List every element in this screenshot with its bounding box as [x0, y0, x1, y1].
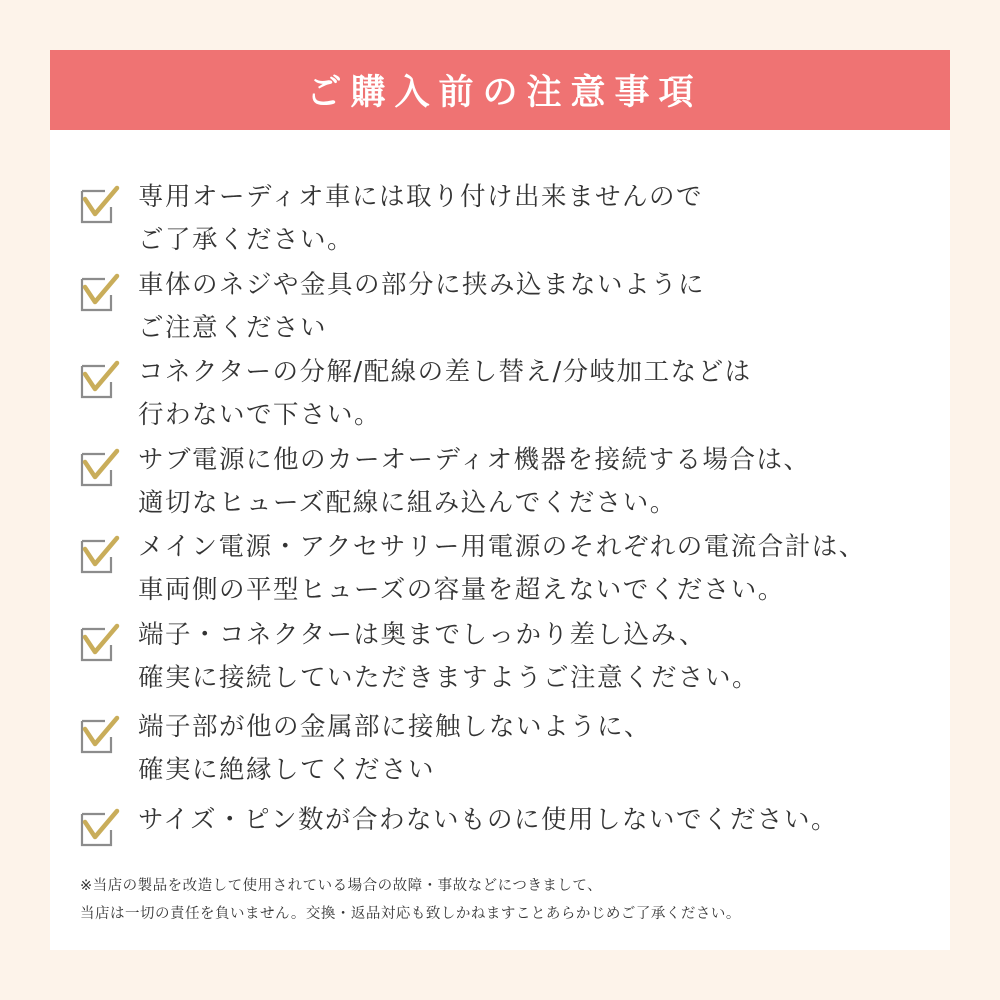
check-box-icon — [79, 273, 121, 313]
notice-text — [138, 439, 810, 525]
notice-line: 行わないで下さい。 — [138, 400, 382, 430]
page-title: ご購入前の注意事項 — [306, 73, 703, 113]
notice-line: コネクターの分解/配線の差し替え/分岐加工などは — [138, 357, 752, 387]
notice-line: 確実に絶縁してください — [138, 755, 436, 785]
notice-text — [138, 614, 759, 700]
check-box-icon — [79, 360, 121, 400]
notice-line: 専用オーディオ車には取り付け出来ませんので — [138, 182, 703, 212]
notice-card — [50, 50, 950, 950]
check-box-icon — [79, 623, 121, 663]
header-banner — [50, 50, 950, 130]
notice-line: 端子部が他の金属部に接触しないように、 — [138, 712, 652, 742]
notice-text — [138, 264, 705, 350]
notice-text — [138, 799, 838, 842]
footnote-line: ※当店の製品を改造して使用されている場合の故障・事故などにつきまして、 — [80, 878, 603, 894]
notice-line: ご了承ください。 — [138, 225, 355, 255]
notice-line: サブ電源に他のカーオーディオ機器を接続する場合は、 — [138, 445, 811, 475]
notice-line: 端子・コネクターは奥までしっかり差し込み、 — [138, 620, 707, 650]
notice-line: サイズ・ピン数が合わないものに使用しないでください。 — [138, 805, 838, 835]
check-box-icon — [79, 535, 121, 575]
check-box-icon — [79, 448, 121, 488]
notice-line: 確実に接続していただきますようご注意ください。 — [138, 663, 760, 693]
check-box-icon — [79, 808, 121, 848]
notice-line: ご注意ください — [138, 313, 328, 343]
notice-line: 車両側の平型ヒューズの容量を超えないでください。 — [138, 575, 785, 605]
disclaimer-footnote — [80, 872, 741, 928]
notice-text — [138, 176, 703, 262]
notice-line: メイン電源・アクセサリー用電源のそれぞれの電流合計は、 — [138, 532, 866, 562]
notice-text — [138, 351, 752, 437]
notice-line: 適切なヒューズ配線に組み込んでください。 — [138, 488, 677, 518]
notice-text — [138, 706, 651, 792]
notice-text — [138, 526, 866, 612]
footnote-line: 当店は一切の責任を負いません。交換・返品対応も致しかねますことあらかじめご了承ください。 — [80, 906, 741, 922]
check-box-icon — [79, 715, 121, 755]
notice-line: 車体のネジや金具の部分に挟み込まないように — [138, 270, 706, 300]
check-box-icon — [79, 185, 121, 225]
